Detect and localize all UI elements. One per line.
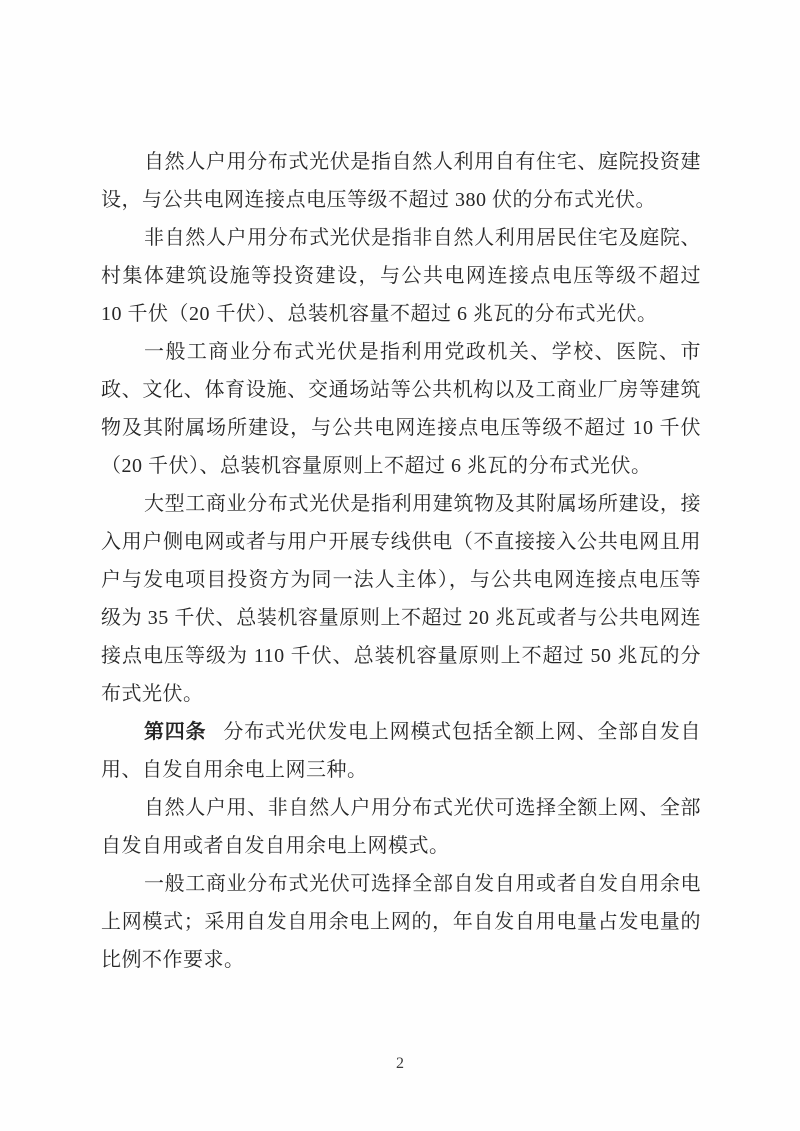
paragraph-definition-large-commercial (101, 485, 701, 713)
paragraph-text: 一般工商业分布式光伏可选择全部自发自用或者自发自用余电上网模式；采用自发自用余电上网的，年自发自用电量占发电量的比例不作要求。 (101, 873, 701, 971)
paragraph-text: 自然人户用、非自然人户用分布式光伏可选择全额上网、全部自发自用或者自发自用余电上网模式。 (101, 797, 701, 857)
article-number: 第四条 (144, 721, 207, 743)
paragraph-definition-general-commercial (101, 333, 701, 485)
paragraph-text: 非自然人户用分布式光伏是指非自然人利用居民住宅及庭院、村集体建筑设施等投资建设，与公共电网连接点电压等级不超过 10 千伏（20 千伏）、总装机容量不超过 6 兆瓦的分布式光伏。 (101, 227, 701, 325)
paragraph-text: 一般工商业分布式光伏是指利用党政机关、学校、医院、市政、文化、体育设施、交通场站等公共机构以及工商业厂房等建筑物及其附属场所建设，与公共电网连接点电压等级不超过 10 千伏（20 千伏）、总装机容量原则上不超过 6 兆瓦的分布式光伏。 (101, 341, 701, 477)
page-number: 2 (396, 1055, 404, 1072)
paragraph-definition-non-natural-person (101, 219, 701, 333)
paragraph-text: 分布式光伏发电上网模式包括全额上网、全部自发自用、自发自用余电上网三种。 (101, 721, 702, 781)
paragraph-text: 自然人户用分布式光伏是指自然人利用自有住宅、庭院投资建设，与公共电网连接点电压等级不超过 380 伏的分布式光伏。 (101, 151, 701, 211)
paragraph-definition-natural-person (101, 143, 701, 219)
paragraph-article-4 (101, 713, 701, 789)
paragraph-text: 大型工商业分布式光伏是指利用建筑物及其附属场所建设，接入用户侧电网或者与用户开展专线供电（不直接接入公共电网且用户与发电项目投资方为同一法人主体），与公共电网连接点电压等级为 35 千伏、总装机容量原则上不超过 20 兆瓦或者与公共电网连接点电压等级为 110 千伏、总装机容量原则上不超过 50 兆瓦的分布式光伏。 (101, 493, 701, 705)
document-body (101, 143, 701, 979)
paragraph-grid-mode-household (101, 789, 701, 865)
paragraph-grid-mode-commercial (101, 865, 701, 979)
page-footer (0, 1052, 800, 1076)
